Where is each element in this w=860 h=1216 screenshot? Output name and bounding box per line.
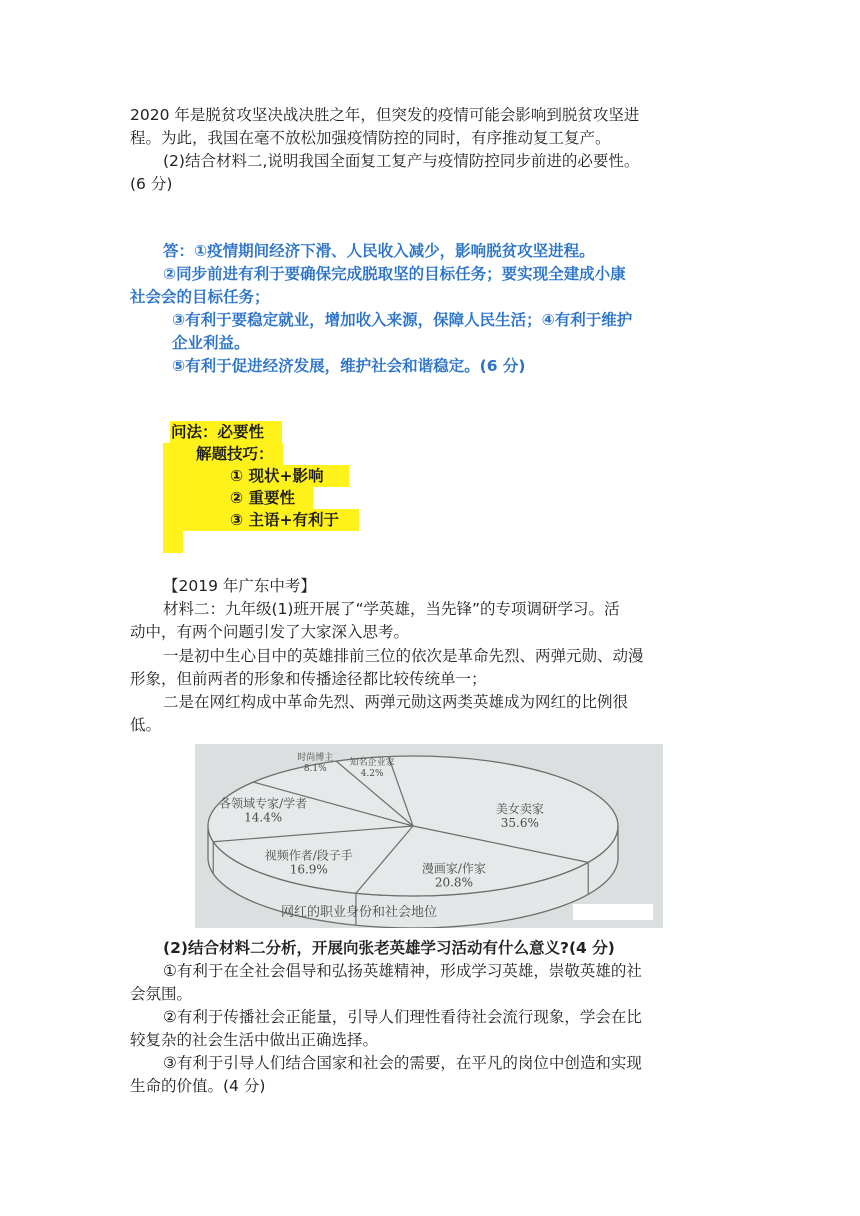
answer-2-line-2: 会氛围。 xyxy=(130,985,193,1003)
slice-cartoonist-writer-value: 20.8% xyxy=(434,875,473,890)
slice-cartoonist-writer-label: 漫画家/作家 xyxy=(421,861,486,876)
answer-line-3: 社会会的目标任务； xyxy=(130,288,270,306)
slice-beauty-seller-label: 美女卖家 xyxy=(495,801,544,816)
slice-fashion-blogger-label: 时尚博主 xyxy=(297,753,334,764)
exam-header: 【2019 年广东中考】 xyxy=(163,577,316,595)
intro-line-1: 2020 年是脱贫攻坚决战决胜之年，但突发的疫情可能会影响到脱贫攻坚进 xyxy=(130,106,640,124)
chart-title: 网红的职业身份和社会地位 xyxy=(281,905,438,920)
material-line-5: 二是在网红构成中革命先烈、两弹元勋这两类英雄成为网红的比例很 xyxy=(163,693,629,711)
answer-2-line-5: ③有利于引导人们结合国家和社会的需要，在平凡的岗位中创造和实现 xyxy=(163,1054,642,1072)
question-2: (2)结合材料二分析，开展向张老英雄学习活动有什么意义?(4 分) xyxy=(163,939,615,957)
slice-entrepreneur-label: 知名企业家 xyxy=(349,757,395,768)
white-patch xyxy=(573,904,653,920)
tips-title: 解题技巧： xyxy=(196,445,274,463)
answer-line-1: 答：①疫情期间经济下滑、人民收入减少，影响脱贫攻坚进程。 xyxy=(163,242,595,260)
material-line-4: 形象，但前两者的形象和传播途径都比较传统单一； xyxy=(130,670,487,688)
tips-method: 问法：必要性 xyxy=(171,423,265,441)
tips-item-2: ② 重要性 xyxy=(230,489,296,507)
slice-video-author-value: 16.9% xyxy=(289,862,328,877)
question-1-line-1: (2)结合材料二,说明我国全面复工复产与疫情防控同步前进的必要性。 xyxy=(163,152,640,170)
material-line-1: 材料二：九年级(1)班开展了“学英雄，当先锋”的专项调研学习。活 xyxy=(163,600,620,618)
answer-2-line-6: 生命的价值。(4 分) xyxy=(130,1077,266,1095)
answer-line-6: ⑤有利于促进经济发展，维护社会和谐稳定。(6 分) xyxy=(172,357,526,375)
pie-chart xyxy=(195,744,663,928)
tips-item-1: ① 现状+影响 xyxy=(230,467,324,485)
material-line-6: 低。 xyxy=(130,716,162,734)
answer-line-4: ③有利于要稳定就业，增加收入来源，保障人民生活；④有利于维护 xyxy=(172,311,633,329)
material-line-2: 动中，有两个问题引发了大家深入思考。 xyxy=(130,623,410,641)
answer-2-line-3: ②有利于传播社会正能量，引导人们理性看待社会流行现象，学会在比 xyxy=(163,1008,642,1026)
question-1-line-2: (6 分) xyxy=(130,175,173,193)
intro-line-2: 程。为此，我国在毫不放松加强疫情防控的同时，有序推动复工复产。 xyxy=(130,129,611,147)
answer-2-line-4: 较复杂的社会生活中做出正确选择。 xyxy=(130,1031,379,1049)
slice-expert-scholar-label: 各领域专家/学者 xyxy=(219,796,308,811)
answer-2-line-1: ①有利于在全社会倡导和弘扬英雄精神，形成学习英雄，崇敬英雄的社 xyxy=(163,962,642,980)
slice-video-author-label: 视频作者/段子手 xyxy=(264,848,353,863)
slice-expert-scholar-value: 14.4% xyxy=(244,810,283,825)
answer-line-2: ②同步前进有利于要确保完成脱取坚的目标任务；要实现全建成小康 xyxy=(163,265,626,283)
highlight-band xyxy=(163,531,183,553)
tips-item-3: ③ 主语+有利于 xyxy=(230,511,340,529)
answer-line-5: 企业利益。 xyxy=(172,334,250,352)
slice-fashion-blogger-value: 8.1% xyxy=(303,764,327,775)
material-line-3: 一是初中生心目中的英雄排前三位的依次是革命先烈、两弹元勋、动漫 xyxy=(163,647,644,665)
slice-beauty-seller-value: 35.6% xyxy=(500,815,539,830)
slice-entrepreneur-value: 4.2% xyxy=(360,768,384,779)
